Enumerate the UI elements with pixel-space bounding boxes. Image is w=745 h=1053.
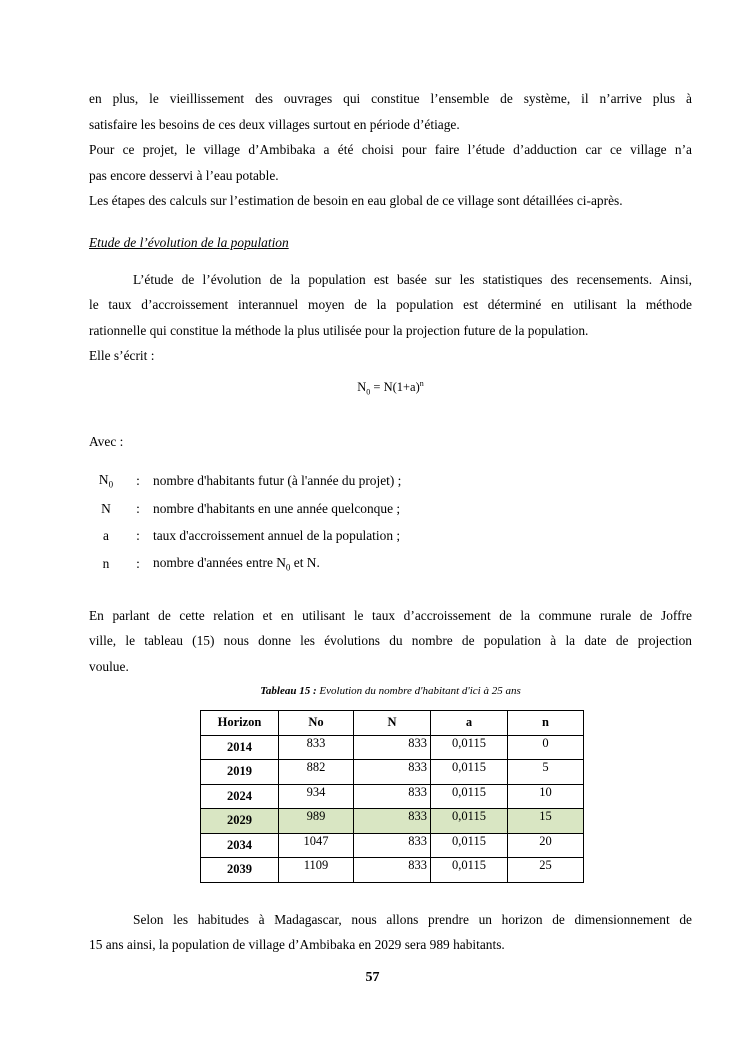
table-cell: 2019 [201,760,279,785]
text-line: 15 ans ainsi, la population de village d’Ambibaka en 2029 sera 989 habitants. [89,937,505,953]
table-cell: 5 [508,760,584,785]
text-line: en plus, le vieillissement des ouvrages qui constitue l’ensemble de système, il n’arrive plus à [89,91,692,106]
definition-row [89,468,692,496]
definition-text: nombre d'années entre $N_0$ et N. [153,554,320,573]
table-cell: 2024 [201,784,279,809]
text-line: Elle s’écrit : [89,348,155,363]
text-line: le taux d’accroissement interannuel moyen de la population est déterminé en utilisant la méthode [89,297,692,312]
table-row-highlighted [201,809,584,834]
definition-text: nombre d'habitants en une année quelconque ; [153,500,401,516]
definition-text: taux d'accroissement annuel de la population ; [153,528,401,544]
text-line: Selon les habitudes à Madagascar, nous allons prendre un horizon de dimensionnement de [133,911,692,927]
table-row [201,784,584,809]
text-line: ville, le tableau (15) nous donne les évolutions du nombre de population à la date de projection [89,633,692,649]
column-header: n [508,711,584,736]
table-row [201,858,584,883]
definition-colon: : [136,528,140,544]
table-cell: 0,0115 [431,760,508,785]
population-formula [89,373,692,404]
text-line: Les étapes des calculs sur l’estimation de besoin en eau global de ce village sont détaillées ci-après. [89,193,623,208]
relation-paragraph [89,603,692,680]
table-cell: 2029 [201,809,279,834]
definition-colon: : [136,500,140,516]
document-page [89,86,692,958]
table-cell: 20 [508,833,584,858]
table-cell: 833 [354,858,431,883]
table-cell: 1109 [279,858,354,883]
table-cell: 0,0115 [431,784,508,809]
table-caption: Tableau 15 : Evolution du nombre d'habitant d'ici à 25 ans [260,685,521,698]
table-cell: 0,0115 [431,809,508,834]
text-line: L’étude de l’évolution de la population est basée sur les statistiques des recensements. Ainsi, [133,271,692,287]
table-cell: 934 [279,784,354,809]
table-cell: 0,0115 [431,858,508,883]
text-line: voulue. [89,658,129,674]
table-cell: 833 [354,809,431,834]
method-paragraph [89,267,692,369]
population-table [200,710,584,883]
table-cell: 0,0115 [431,735,508,760]
formula-exponent: n [419,378,424,388]
text-line: pas encore desservi à l’eau potable. [89,167,279,183]
table-cell: 833 [354,833,431,858]
definition-symbol: n [102,555,110,571]
table-cell: 833 [354,760,431,785]
table-cell: 2039 [201,858,279,883]
text-line: En parlant de cette relation et en utilisant le taux d’accroissement de la commune rurale de Joffre [89,607,692,623]
conclusion-paragraph [89,907,692,958]
definition-text: nombre d'habitants futur (à l'année du projet) ; [153,473,402,489]
table-cell: 882 [279,760,354,785]
table-row [201,735,584,760]
avec-label: Avec : [89,434,124,450]
table-cell: 2014 [201,735,279,760]
text-line: Pour ce projet, le village d’Ambibaka a été choisi pour faire l’étude d’adduction car ce village n’a [89,142,692,157]
table-cell: 15 [508,809,584,834]
column-header: N [354,711,431,736]
column-header: Horizon [201,711,279,736]
formula-rhs: = N(1+a) [373,379,420,394]
formula-lhs-subscript: 0 [366,387,371,397]
table-header-row [201,711,584,736]
definition-symbol: N [101,500,111,516]
column-header: No [279,711,354,736]
definition-row [89,550,692,578]
table-cell: 833 [354,735,431,760]
table-cell: 0,0115 [431,833,508,858]
definition-symbol: $N_0$ [98,472,114,491]
page-number: 57 [365,970,380,985]
definition-colon: : [136,473,140,489]
table-cell: 0 [508,735,584,760]
formula-lhs: N [357,379,367,394]
definition-row [89,523,692,551]
definitions-list [89,468,692,578]
definition-colon: : [136,555,140,571]
definition-symbol: a [103,528,109,544]
text-line: satisfaire les besoins de ces deux villages surtout en période d’étiage. [89,116,460,132]
table-cell: 989 [279,809,354,834]
table-cell: 10 [508,784,584,809]
section-heading: Etude de l’évolution de la population [89,234,289,250]
table-row [201,760,584,785]
intro-paragraph [89,86,692,214]
table-cell: 1047 [279,833,354,858]
column-header: a [431,711,508,736]
definition-row [89,495,692,523]
text-line: rationnelle qui constitue la méthode la plus utilisée pour la projection future de la population. [89,322,589,338]
table-cell: 2034 [201,833,279,858]
table-cell: 25 [508,858,584,883]
table-row [201,833,584,858]
table-cell: 833 [354,784,431,809]
table-cell: 833 [279,735,354,760]
